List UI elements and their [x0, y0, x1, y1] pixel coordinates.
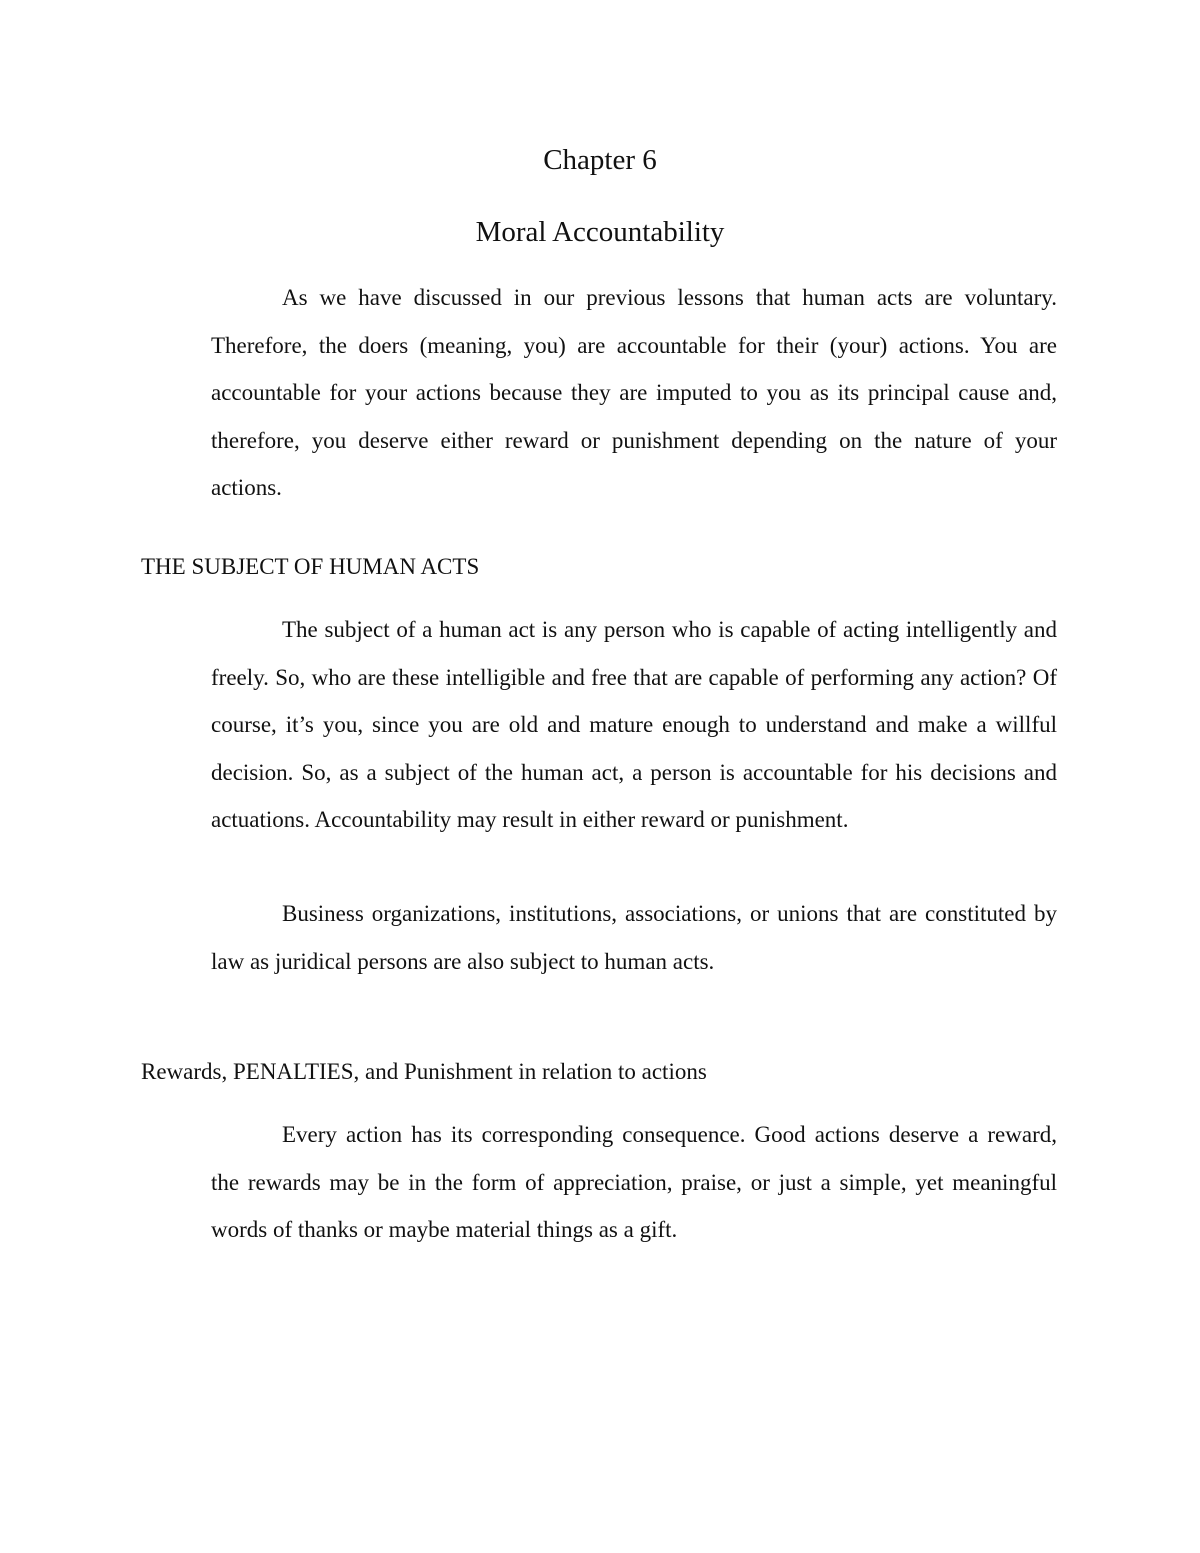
chapter-label: Chapter 6 [543, 144, 657, 176]
chapter-title: Moral Accountability [475, 216, 725, 248]
subject-paragraph-1: The subject of a human act is any person who is capable of acting intelligently and freely. So, who are these intelligible and free that are capable of performing any action? Of course, it’s you, since you are old and mature enough to understand and make a willful decision. So, as a subject of the human act, a person is accountable for his decisions and actuations. Accountability may result in either reward or punishment. [211, 617, 1057, 832]
rewards-paragraph-1: Every action has its corresponding consequence. Good actions deserve a reward, the rewards may be in the form of appreciation, praise, or just a simple, yet meaningful words of thanks or maybe material things as a gift. [211, 1122, 1057, 1242]
section-heading-subject: THE SUBJECT OF HUMAN ACTS [141, 554, 480, 579]
section-heading-rewards: Rewards, PENALTIES, and Punishment in relation to actions [141, 1059, 707, 1084]
subject-paragraph-2: Business organizations, institutions, associations, or unions that are constituted by law as juridical persons are also subject to human acts. [211, 901, 1057, 974]
intro-paragraph: As we have discussed in our previous lessons that human acts are voluntary. Therefore, the doers (meaning, you) are accountable for their (your) actions. You are accountable for your actions because they are imputed to you as its principal cause and, therefore, you deserve either reward or punishment depending on the nature of your actions. [211, 285, 1057, 500]
